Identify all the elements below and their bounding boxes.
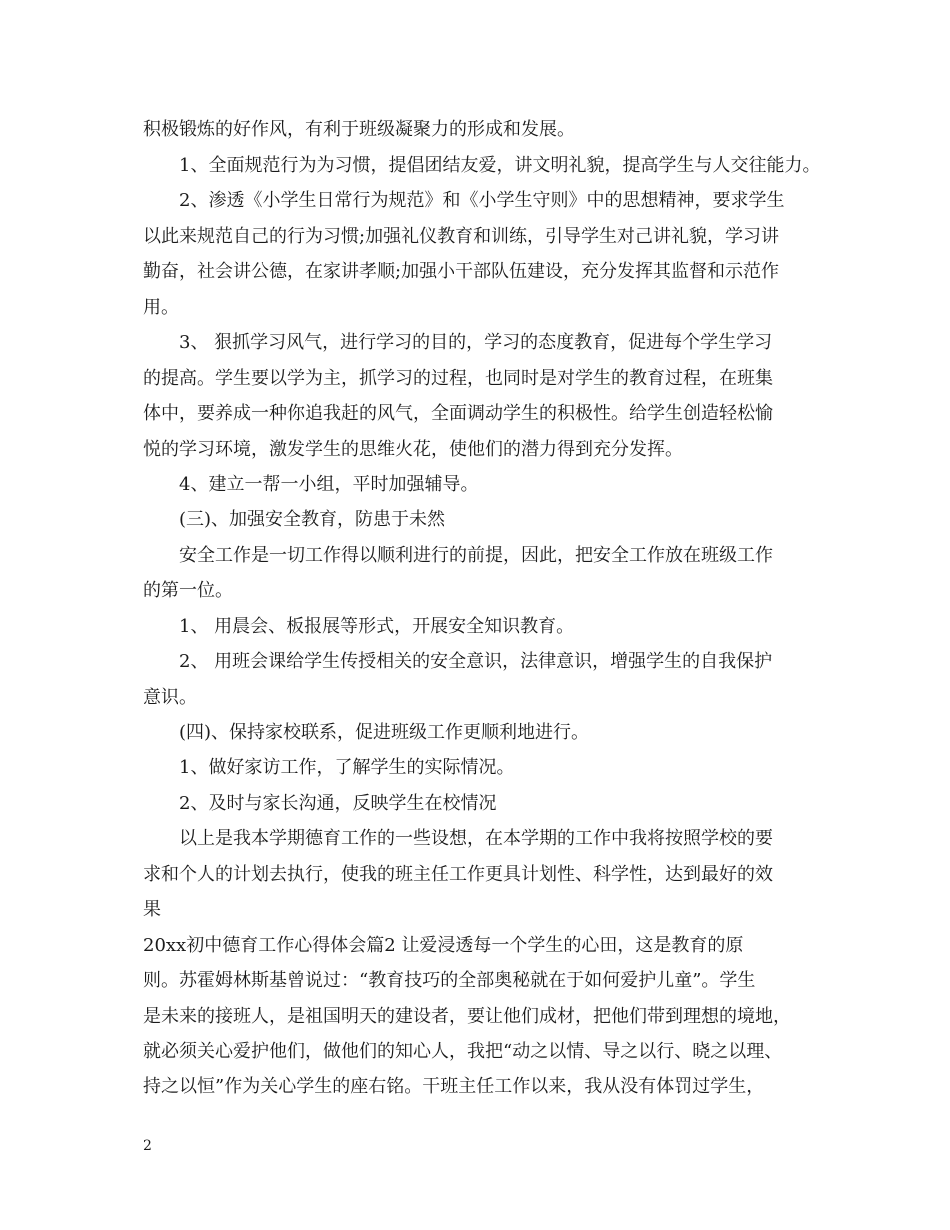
text-line: 是未来的接班人，是祖国明天的建设者，要让他们成材，把他们带到理想的境地，: [143, 1006, 791, 1027]
text-line: 以上是我本学期德育工作的一些设想，在本学期的工作中我将按照学校的要: [179, 828, 773, 849]
text-line: 2、 用班会课给学生传授相关的安全意识，法律意识，增强学生的自我保护: [179, 651, 773, 672]
text-line: 1、全面规范行为为习惯，提倡团结友爱，讲文明礼貌，提高学生与人交往能力。: [179, 155, 821, 176]
text-line: 求和个人的计划去执行，使我的班主任工作更具计划性、科学性，达到最好的效: [143, 864, 773, 885]
text-line: 悦的学习环境，激发学生的思维火花，使他们的潜力得到充分发挥。: [143, 439, 683, 460]
text-line: 以此来规范自己的行为习惯;加强礼仪教育和训练，引导学生对己讲礼貌，学习讲: [143, 226, 780, 247]
text-line: 3、 狠抓学习风气，进行学习的目的，学习的态度教育，促进每个学生学习: [179, 332, 773, 353]
text-line: 持之以恒”作为关心学生的座右铭。干班主任工作以来，我从没有体罚过学生，: [143, 1076, 765, 1097]
section-heading: (四)、保持家校联系，促进班级工作更顺利地进行。: [179, 722, 590, 743]
text-line: 积极锻炼的好作风，有利于班级凝聚力的形成和发展。: [143, 119, 575, 140]
text-line: 则。苏霍姆林斯基曾说过：“教育技巧的全部奥秘就在于如何爱护儿童”。学生: [143, 970, 756, 991]
text-line: 20xx初中德育工作心得体会篇2 让爱浸透每一个学生的心田，这是教育的原: [143, 935, 744, 956]
text-line: 4、建立一帮一小组，平时加强辅导。: [179, 474, 479, 495]
text-line: 2、渗透《小学生日常行为规范》和《小学生守则》中的思想精神，要求学生: [179, 190, 785, 211]
section-heading: (三)、加强安全教育，防患于未然: [179, 509, 446, 530]
text-line: 1、 用晨会、板报展等形式，开展安全知识教育。: [179, 616, 575, 637]
text-line: 1、做好家访工作，了解学生的实际情况。: [179, 757, 515, 778]
page-number: 2: [143, 1138, 152, 1154]
text-line: 就必须关心爱护他们，做他们的知心人，我把“动之以情、导之以行、晓之以理、: [143, 1041, 783, 1062]
text-line: 的第一位。: [143, 580, 233, 601]
text-line: 勤奋，社会讲公德，在家讲孝顺;加强小干部队伍建设，充分发挥其监督和示范作: [143, 261, 780, 282]
text-line: 用。: [143, 297, 179, 318]
text-line: 果: [143, 899, 161, 920]
text-line: 2、及时与家长沟通，反映学生在校情况: [179, 793, 497, 814]
text-line: 安全工作是一切工作得以顺利进行的前提，因此，把安全工作放在班级工作: [179, 545, 773, 566]
text-line: 的提高。学生要以学为主，抓学习的过程，也同时是对学生的教育过程，在班集: [143, 368, 773, 389]
text-line: 意识。: [143, 687, 197, 708]
text-line: 体中，要养成一种你追我赶的风气，全面调动学生的积极性。给学生创造轻松愉: [143, 403, 773, 424]
